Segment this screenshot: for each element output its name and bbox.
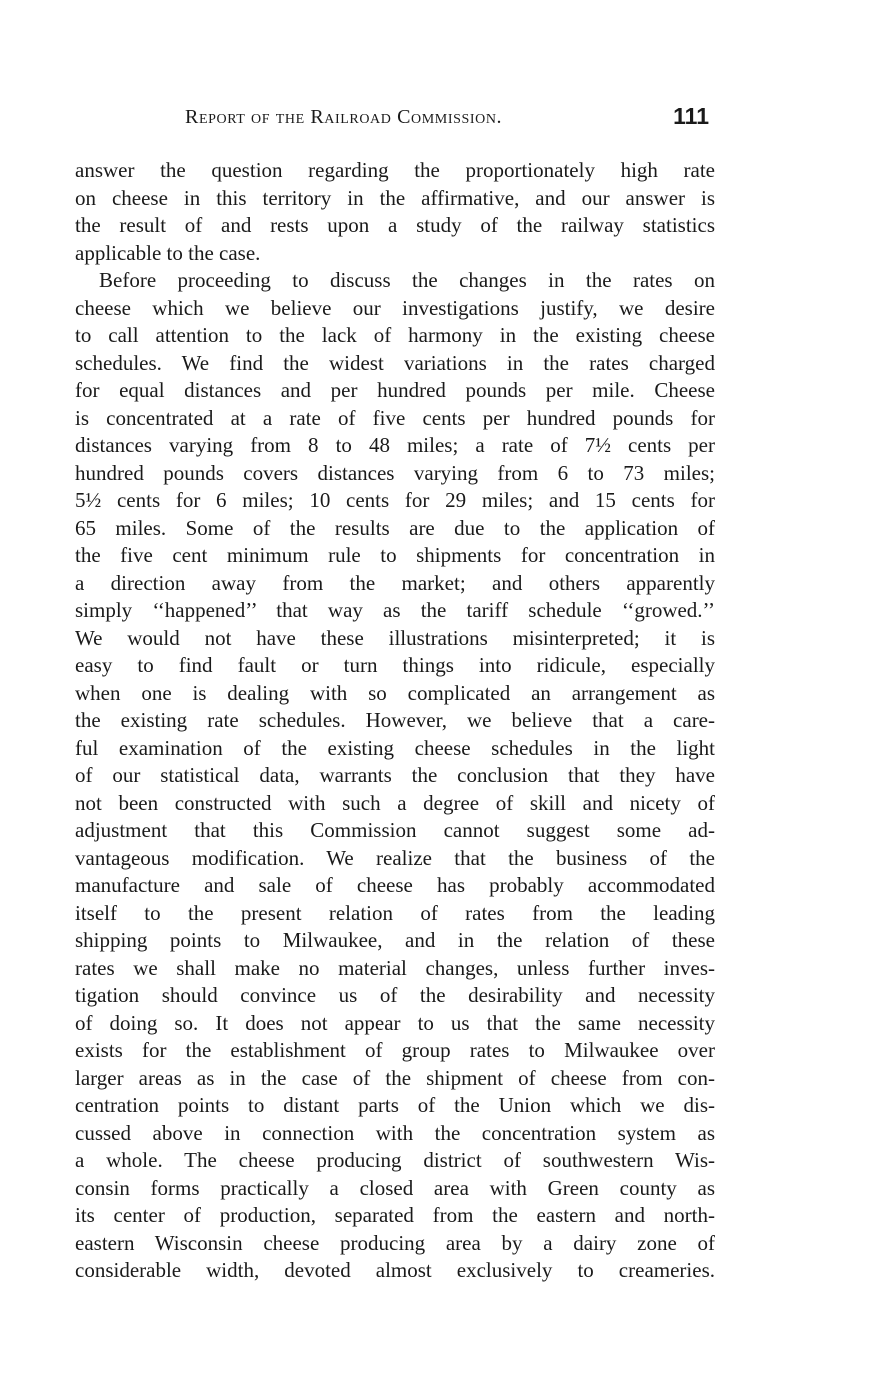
text-line: manufacture and sale of cheese has probably accommodated — [75, 873, 715, 897]
text-line: applicable to the case. — [75, 240, 261, 265]
text-line: its center of production, separated from the eastern and north- — [75, 1203, 715, 1227]
text-line: a whole. The cheese producing district of southwestern Wis- — [75, 1148, 715, 1172]
paragraph-continued — [75, 157, 715, 267]
text-line: considerable width, devoted almost exclusively to creameries. — [75, 1258, 715, 1282]
text-line: cheese which we believe our investigations justify, we desire — [75, 295, 715, 320]
text-line: vantageous modification. We realize that the business of the — [75, 845, 715, 870]
text-line: hundred pounds covers distances varying from 6 to 73 miles; — [75, 460, 715, 485]
text-line: eastern Wisconsin cheese producing area by a dairy zone of — [75, 1230, 715, 1255]
text-line: adjustment that this Commission cannot suggest some ad- — [75, 818, 715, 842]
page-number: 111 — [673, 103, 709, 129]
body-text — [75, 157, 715, 1285]
text-line: easy to find fault or turn things into ridicule, especially — [75, 653, 715, 677]
text-line: when one is dealing with so complicated an arrangement as — [75, 680, 715, 705]
text-line: of our statistical data, warrants the conclusion that they have — [75, 763, 715, 787]
text-line: schedules. We find the widest variations in the rates charged — [75, 350, 715, 375]
text-line: for equal distances and per hundred pounds per mile. Cheese — [75, 378, 715, 402]
text-line: 5½ cents for 6 miles; 10 cents for 29 miles; and 15 cents for — [75, 488, 715, 512]
text-line: is concentrated at a rate of five cents per hundred pounds for — [75, 405, 715, 430]
text-line: consin forms practically a closed area with Green county as — [75, 1175, 715, 1200]
text-line: distances varying from 8 to 48 miles; a rate of 7½ cents per — [75, 433, 715, 457]
text-line: exists for the establishment of group rates to Milwaukee over — [75, 1038, 715, 1062]
text-line: cussed above in connection with the concentration system as — [75, 1120, 715, 1145]
text-line: tigation should convince us of the desirability and necessity — [75, 983, 715, 1007]
text-line: Before proceeding to discuss the changes in the rates on — [99, 268, 715, 292]
text-line: of doing so. It does not appear to us that the same necessity — [75, 1010, 715, 1035]
text-line: centration points to distant parts of the Union which we dis- — [75, 1093, 715, 1117]
text-line: simply ‘‘happened’’ that way as the tariff schedule ‘‘growed.’’ — [75, 598, 715, 622]
text-line: We would not have these illustrations misinterpreted; it is — [75, 625, 715, 650]
text-line: shipping points to Milwaukee, and in the relation of these — [75, 928, 715, 952]
running-head — [75, 100, 715, 136]
running-title: Report of the Railroad Commission. — [185, 106, 503, 128]
text-line: on cheese in this territory in the affirmative, and our answer is — [75, 185, 715, 210]
text-line: the existing rate schedules. However, we believe that a care- — [75, 708, 715, 732]
text-line: rates we shall make no material changes, unless further inves- — [75, 955, 715, 980]
text-line: 65 miles. Some of the results are due to the application of — [75, 515, 715, 540]
paragraph — [75, 267, 715, 1285]
text-line: ful examination of the existing cheese schedules in the light — [75, 735, 715, 760]
text-line: not been constructed with such a degree of skill and nicety of — [75, 790, 715, 815]
text-line: to call attention to the lack of harmony in the existing cheese — [75, 323, 715, 347]
text-line: a direction away from the market; and others apparently — [75, 570, 715, 595]
text-line: itself to the present relation of rates from the leading — [75, 900, 715, 925]
text-line: the result of and rests upon a study of the railway statistics — [75, 213, 715, 237]
text-line: answer the question regarding the proportionately high rate — [75, 158, 715, 182]
text-line: larger areas as in the case of the shipment of cheese from con- — [75, 1065, 715, 1090]
text-line: the five cent minimum rule to shipments for concentration in — [75, 543, 715, 567]
